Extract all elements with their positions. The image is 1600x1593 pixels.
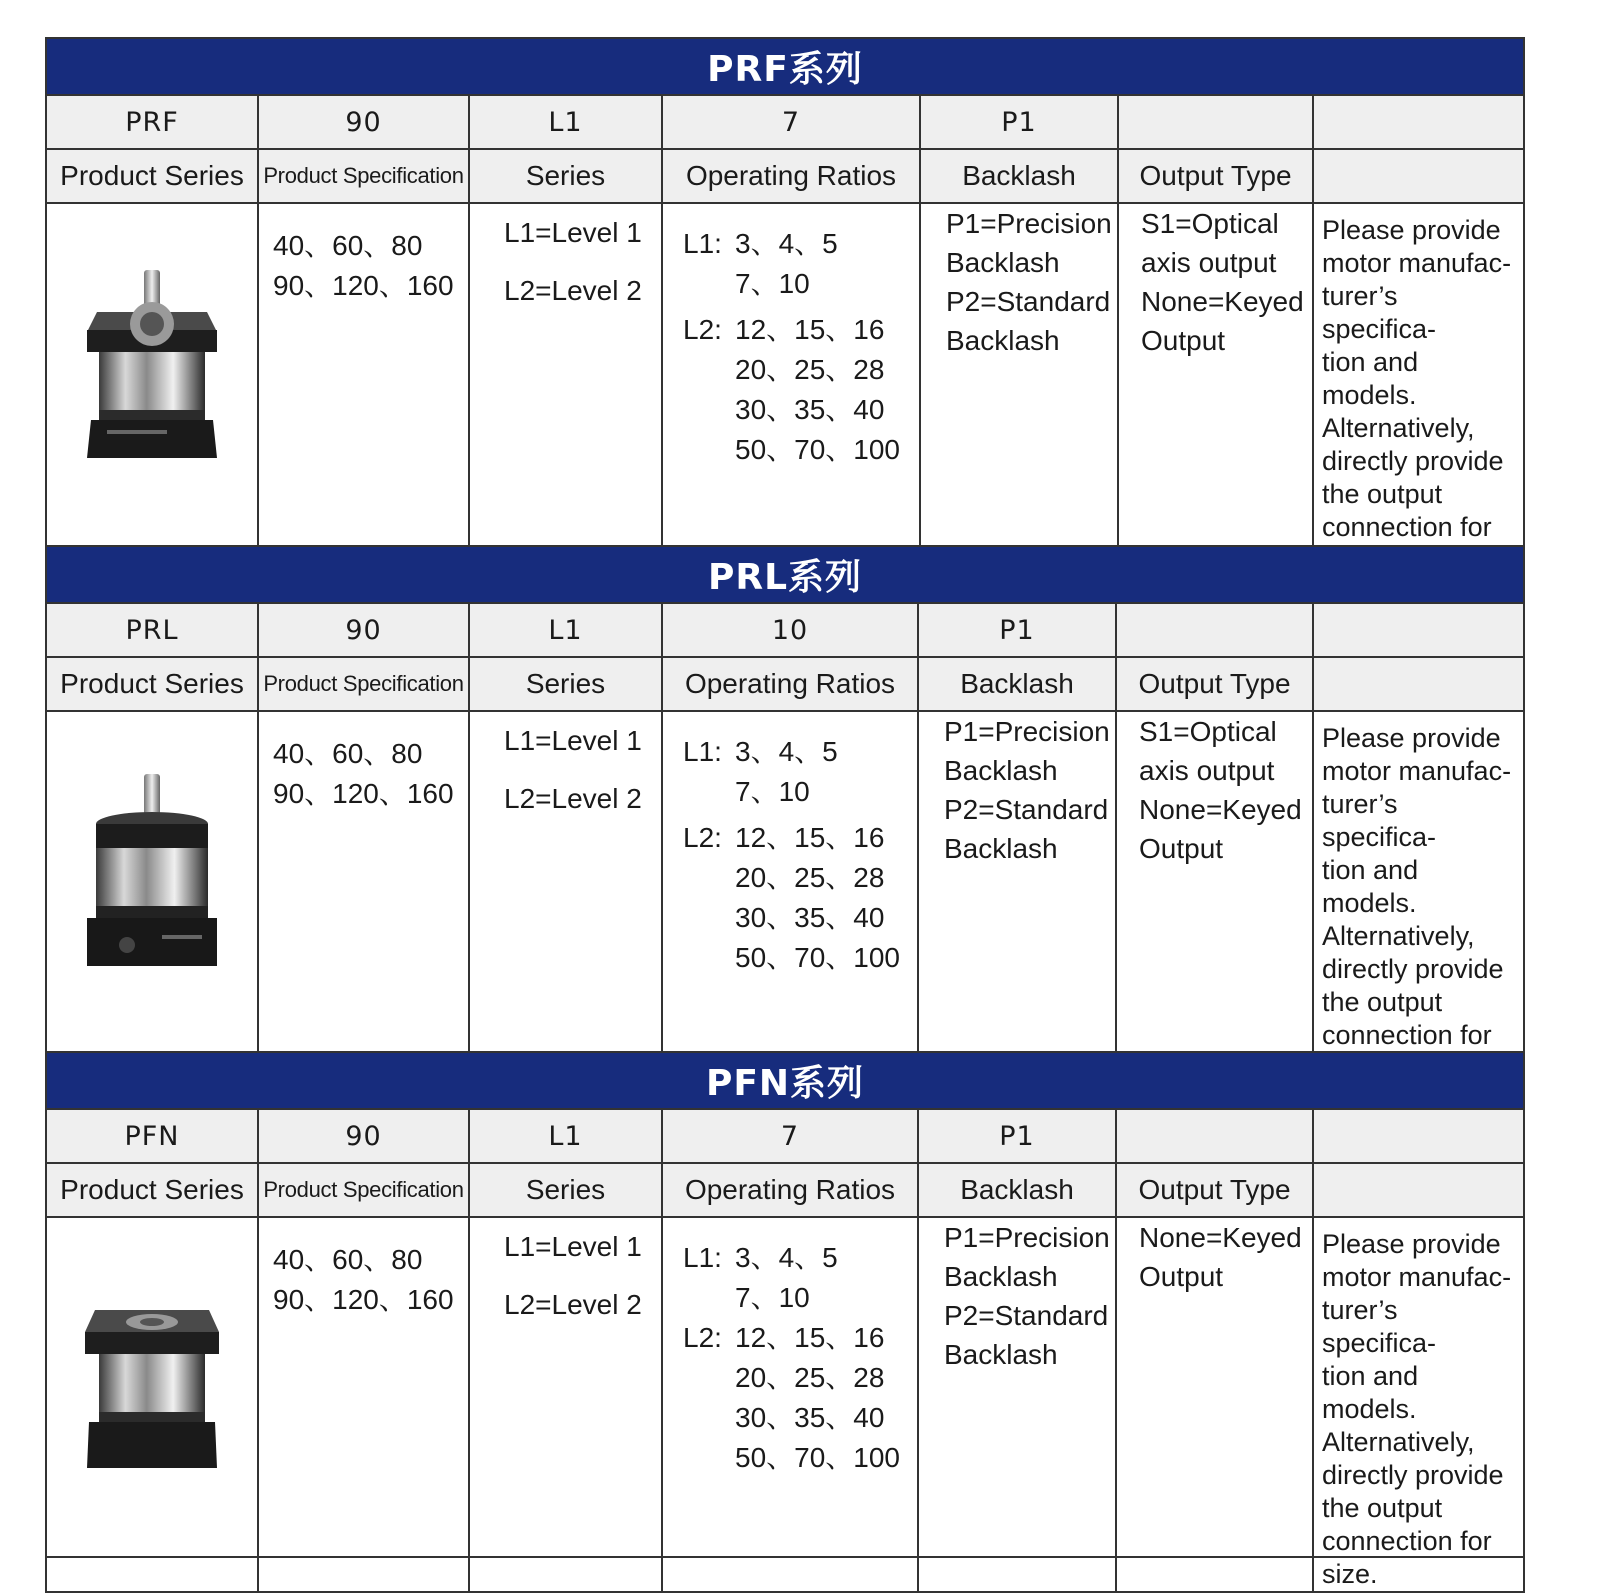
gearbox-image — [47, 712, 257, 1028]
code-level: L1 — [469, 604, 662, 657]
note-line: turer’s specifica- — [1322, 789, 1437, 852]
code-extra — [1313, 1110, 1523, 1163]
ratio-values: 3、4、5 — [735, 736, 838, 767]
series-option: L1=Level 1 — [504, 217, 642, 248]
label-output-type: Output Type — [1116, 657, 1313, 711]
ratio-values: 50、70、100 — [735, 942, 901, 973]
code-spec: 90 — [258, 604, 469, 657]
ratio-values: 30、35、40 — [735, 902, 885, 933]
spec-value: 90、120、160 — [273, 270, 454, 301]
ratio-values: 20、25、28 — [735, 862, 885, 893]
label-empty — [1313, 1163, 1523, 1217]
label-product-spec: Product Specification — [258, 1163, 469, 1217]
output-line: Output — [1139, 1261, 1224, 1292]
backlash-line: Backlash — [944, 1339, 1058, 1370]
spec-table-pfn — [45, 1051, 1525, 1593]
ratio-values: 7、10 — [735, 268, 810, 299]
code-output — [1118, 96, 1313, 149]
ratio-values: 3、4、5 — [735, 1242, 838, 1273]
code-series: PRL — [47, 604, 258, 657]
ratio-values: 12、15、16 — [735, 822, 885, 853]
note-line: turer’s specifica- — [1322, 281, 1437, 344]
note-line: motor manufac- — [1322, 1262, 1512, 1292]
code-extra — [1313, 96, 1523, 149]
label-product-spec: Product Specification — [258, 657, 469, 711]
label-operating-ratios: Operating Ratios — [662, 1163, 918, 1217]
note-line: Alternatively, — [1322, 413, 1475, 443]
series-option: L2=Level 2 — [504, 1289, 642, 1320]
output-line: axis output — [1141, 247, 1277, 278]
backlash-line: P2=Standard — [944, 1300, 1109, 1331]
label-product-series: Product Series — [47, 1163, 258, 1217]
code-backlash: P1 — [920, 96, 1118, 149]
code-level: L1 — [469, 1110, 662, 1163]
backlash-line: Backlash — [944, 833, 1058, 864]
note-line: the output — [1322, 987, 1443, 1017]
note-line: motor manufac- — [1322, 756, 1512, 786]
backlash-line: P1=Precision — [944, 716, 1110, 747]
ratio-level-label: L2: — [683, 314, 722, 345]
backlash-line: P1=Precision — [946, 208, 1112, 239]
spec-value: 40、60、80 — [273, 1244, 423, 1275]
label-empty — [1313, 657, 1523, 711]
ratio-values: 30、35、40 — [735, 394, 885, 425]
label-operating-ratios: Operating Ratios — [662, 657, 918, 711]
code-spec: 90 — [258, 1110, 469, 1163]
code-series: PRF — [47, 96, 258, 149]
output-line: None=Keyed — [1141, 286, 1304, 317]
backlash-line: P2=Standard — [946, 286, 1111, 317]
code-extra — [1313, 604, 1523, 657]
note-line: Alternatively, — [1322, 921, 1475, 951]
note-line: the output — [1322, 1493, 1443, 1523]
spec-value: 40、60、80 — [273, 738, 423, 769]
ratio-values: 3、4、5 — [735, 228, 838, 259]
ratio-level-label: L1: — [683, 736, 722, 767]
note-line: Alternatively, — [1322, 1427, 1475, 1457]
series-option: L1=Level 1 — [504, 725, 642, 756]
label-output-type: Output Type — [1118, 149, 1313, 203]
spec-value: 40、60、80 — [273, 230, 423, 261]
label-empty — [1313, 149, 1523, 203]
backlash-line: Backlash — [944, 755, 1058, 786]
code-backlash: P1 — [918, 1110, 1116, 1163]
output-line: axis output — [1139, 755, 1275, 786]
note-line: connection for — [1322, 1020, 1492, 1050]
table-title: PRF系列 — [47, 39, 1523, 96]
ratio-values: 50、70、100 — [735, 1442, 901, 1473]
backlash-line: P2=Standard — [944, 794, 1109, 825]
note-line: connection for — [1322, 1526, 1492, 1556]
series-option: L2=Level 2 — [504, 783, 642, 814]
code-backlash: P1 — [918, 604, 1116, 657]
note-line: tion and models. — [1322, 347, 1419, 410]
code-series: PFN — [47, 1110, 258, 1163]
ratio-level-label: L1: — [683, 1242, 722, 1273]
note-line: directly provide — [1322, 954, 1504, 984]
output-line: Output — [1139, 833, 1224, 864]
backlash-line: P1=Precision — [944, 1222, 1110, 1253]
note-line: directly provide — [1322, 446, 1504, 476]
ratio-level-label: L2: — [683, 822, 722, 853]
ratio-values: 50、70、100 — [735, 434, 901, 465]
ratio-values: 20、25、28 — [735, 354, 885, 385]
ratio-level-label: L2: — [683, 1322, 722, 1353]
code-output — [1116, 604, 1313, 657]
spec-table-prl — [45, 545, 1525, 1087]
gearbox-image — [47, 204, 257, 520]
note-line: the output — [1322, 479, 1443, 509]
note-line: Please provide — [1322, 1229, 1501, 1259]
ratio-values: 12、15、16 — [735, 1322, 885, 1353]
label-series: Series — [469, 657, 662, 711]
gearbox-image — [47, 1218, 257, 1534]
spec-value: 90、120、160 — [273, 1284, 454, 1315]
note-line: Please provide — [1322, 723, 1501, 753]
label-backlash: Backlash — [918, 657, 1116, 711]
series-option: L2=Level 2 — [504, 275, 642, 306]
backlash-line: Backlash — [946, 247, 1060, 278]
output-line: Output — [1141, 325, 1226, 356]
bottom-divider — [45, 1556, 1525, 1558]
ratio-level-label: L1: — [683, 228, 722, 259]
code-output — [1116, 1110, 1313, 1163]
output-line: None=Keyed — [1139, 794, 1302, 825]
label-series: Series — [469, 1163, 662, 1217]
table-title: PFN系列 — [47, 1053, 1523, 1110]
code-spec: 90 — [258, 96, 469, 149]
label-product-spec: Product Specification — [258, 149, 469, 203]
note-line: directly provide — [1322, 1460, 1504, 1490]
code-ratio: 7 — [662, 1110, 918, 1163]
label-backlash: Backlash — [920, 149, 1118, 203]
backlash-line: Backlash — [946, 325, 1060, 356]
note-line: turer’s specifica- — [1322, 1295, 1437, 1358]
note-line: motor manufac- — [1322, 248, 1512, 278]
output-line: S1=Optical — [1139, 716, 1277, 747]
label-product-series: Product Series — [47, 149, 258, 203]
note-line: tion and models. — [1322, 855, 1419, 918]
code-ratio: 10 — [662, 604, 918, 657]
code-ratio: 7 — [662, 96, 920, 149]
ratio-values: 7、10 — [735, 1282, 810, 1313]
note-line: tion and models. — [1322, 1361, 1419, 1424]
spec-table-prf — [45, 37, 1525, 579]
output-line: None=Keyed — [1139, 1222, 1302, 1253]
series-option: L1=Level 1 — [504, 1231, 642, 1262]
note-line: Please provide — [1322, 215, 1501, 245]
label-backlash: Backlash — [918, 1163, 1116, 1217]
label-output-type: Output Type — [1116, 1163, 1313, 1217]
ratio-values: 30、35、40 — [735, 1402, 885, 1433]
code-level: L1 — [469, 96, 662, 149]
ratio-values: 20、25、28 — [735, 1362, 885, 1393]
backlash-line: Backlash — [944, 1261, 1058, 1292]
output-line: S1=Optical — [1141, 208, 1279, 239]
ratio-values: 12、15、16 — [735, 314, 885, 345]
ratio-values: 7、10 — [735, 776, 810, 807]
label-series: Series — [469, 149, 662, 203]
spec-value: 90、120、160 — [273, 778, 454, 809]
label-product-series: Product Series — [47, 657, 258, 711]
table-title: PRL系列 — [47, 547, 1523, 604]
note-line: connection for — [1322, 512, 1492, 542]
note-line: size. — [1322, 1559, 1378, 1589]
label-operating-ratios: Operating Ratios — [662, 149, 920, 203]
